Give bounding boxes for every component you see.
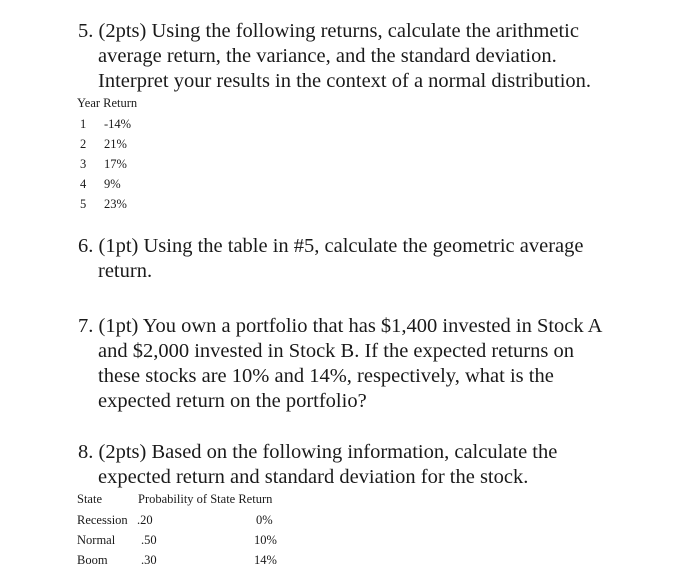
returns-table-year: 5 — [80, 197, 87, 211]
question-6-line-1: 6. (1pt) Using the table in #5, calculate the geometric average — [78, 235, 584, 257]
returns-table-return: 9% — [104, 177, 121, 191]
question-5-line-2: average return, the variance, and the standard deviation. — [98, 45, 557, 67]
state-table-state: Boom — [77, 553, 108, 567]
question-7-line-2: and $2,000 invested in Stock B. If the expected returns on — [98, 340, 574, 362]
question-8-line-2: expected return and standard deviation for the stock. — [98, 466, 529, 488]
state-table-return: 10% — [254, 533, 277, 547]
question-7-line-3: these stocks are 10% and 14%, respectively, what is the — [98, 365, 554, 387]
state-table-state: Normal — [77, 533, 116, 547]
returns-table-header: Year Return — [77, 96, 138, 110]
state-table-state: Recession — [77, 513, 128, 527]
returns-table-return: 23% — [104, 197, 127, 211]
returns-table-year: 2 — [80, 137, 87, 151]
question-8-line-1: 8. (2pts) Based on the following information, calculate the — [78, 441, 558, 463]
state-table-probability: .30 — [141, 553, 157, 567]
question-5-line-3: Interpret your results in the context of a normal distribution. — [98, 70, 592, 92]
returns-table-return: 21% — [104, 137, 127, 151]
state-table-probability: .50 — [141, 533, 157, 547]
question-7 — [78, 314, 678, 414]
state-table-return: 0% — [256, 513, 273, 527]
state-table-return: 14% — [254, 553, 277, 567]
question-5 — [78, 19, 678, 94]
question-5-line-1: 5. (2pts) Using the following returns, calculate the arithmetic — [78, 20, 579, 42]
question-6 — [78, 234, 678, 284]
returns-table-year: 1 — [80, 117, 87, 131]
state-table-probability: .20 — [137, 513, 153, 527]
returns-table-year: 4 — [80, 177, 87, 191]
returns-table-year: 3 — [80, 157, 87, 171]
state-table-header-state: State — [77, 492, 102, 506]
question-7-line-1: 7. (1pt) You own a portfolio that has $1,400 invested in Stock A — [78, 315, 603, 337]
returns-table-return: 17% — [104, 157, 127, 171]
returns-table-return: -14% — [104, 117, 132, 131]
question-7-line-4: expected return on the portfolio? — [98, 390, 367, 412]
state-table-header-probability: Probability of State Return — [138, 492, 273, 506]
question-6-line-2: return. — [98, 260, 153, 282]
question-8 — [78, 440, 678, 490]
